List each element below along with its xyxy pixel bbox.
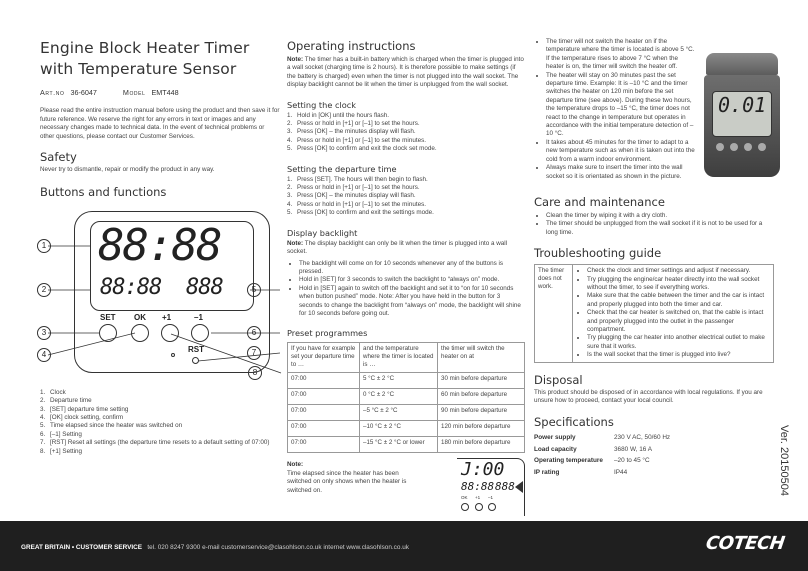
list-item: 4. Press or hold in [+1] or [–1] to set the minutes. — [287, 136, 426, 144]
elapsed-note-block — [287, 461, 525, 521]
plus-label: +1 — [162, 312, 172, 322]
footer-details: tel. 020 8247 9300 e-mail customerservice@clasohlson.co.uk internet www.clasohlson.co.uk — [147, 544, 409, 551]
table-header-row — [288, 343, 525, 373]
device-lid — [706, 53, 778, 75]
list-item: • Hold in [SET] again to switch off the backlight and set it to “on for 10 seconds when button pushed” mode. Note: After you have held in the button for 3 seconds to change the backlight from “always on” mode, the backlight will shine for 10 seconds before going out. — [299, 285, 525, 319]
mini-minus-label: –1 — [488, 495, 494, 501]
list-item: • Is the wall socket that the timer is plugged into live? — [587, 351, 770, 359]
table-header: If you have for example set your departure time to … — [288, 343, 360, 373]
device-button — [758, 143, 766, 151]
table-header: and the temperature where the timer is located is … — [360, 343, 438, 373]
list-item: 3. Press [OK] – the minutes display will flash. — [287, 192, 416, 200]
model: EMT448 — [151, 88, 179, 97]
safety-heading: Safety — [40, 150, 77, 165]
mini-departure-display: 88:88 — [461, 480, 495, 494]
list-item: 6. [–1] Setting — [40, 430, 82, 438]
preset-table — [287, 342, 525, 453]
list-item: • The timer will not switch the heater on if the temperature where the timer is located is above 5 °C. If the temperature rises to above 7 °C when the heater is on, the timer will switch the heater off. — [546, 38, 696, 72]
mini-timer-diagram — [457, 458, 525, 516]
problem-cell: The timer does not work. — [535, 265, 573, 362]
list-item: 5. Press [OK] to confirm and exit the clock set mode. — [287, 145, 437, 153]
list-item: 4. [OK] clock setting, confirm — [40, 414, 124, 421]
spec-row: IP rating IP44 — [534, 468, 628, 476]
timer-behaviour-list — [534, 38, 696, 181]
device-button — [730, 143, 738, 151]
list-item: 3. [SET] departure time setting — [40, 405, 129, 413]
callout-3: 3 — [37, 326, 51, 340]
solutions-cell — [573, 265, 774, 362]
brand-logo: COTECH — [704, 533, 786, 554]
spec-row: Operating temperature –20 to 45 °C — [534, 457, 650, 465]
buttons-heading: Buttons and functions — [40, 184, 167, 199]
clock-heading: Setting the clock — [287, 99, 356, 110]
callout-7: 7 — [247, 346, 261, 360]
art-no: 36-6047 — [70, 88, 97, 97]
list-item: 4. Press or hold in [+1] or [–1] to set the minutes. — [287, 200, 426, 208]
list-item: • The timer should be unplugged from the wall socket if it is not to be used for a long time. — [546, 220, 772, 237]
elapsed-note: Note: Time elapsed since the heater has been switched on only shows when the heater is switched on. — [287, 461, 407, 494]
footer-bar — [0, 521, 808, 571]
list-item: • Try plugging the car heater into another electrical outlet to make sure that it works. — [587, 334, 770, 351]
list-item: • Check the clock and timer settings and adjust if necessary. — [587, 267, 770, 275]
right-column — [534, 0, 784, 478]
callout-lines — [0, 203, 240, 379]
table-row: 07:00 0 °C ± 2 °C 60 min before departure — [288, 389, 525, 405]
intro-text: Please read the entire instruction manual before using the product and then save it for future reference. We reserve the right for any errors in text or images and any necessary changes made to technical data. In the event of technical problems or other questions, please contact our Customer Services. — [40, 107, 280, 140]
mini-plus-button — [475, 503, 483, 511]
safety-text: Never try to dismantle, repair or modify the product in any way. — [40, 166, 215, 174]
mini-elapsed-display: 888 — [495, 480, 515, 494]
middle-column — [287, 0, 525, 521]
version-label: Ver. 20150504 — [778, 425, 790, 496]
departure-steps — [287, 176, 525, 218]
departure-heading: Setting the departure time — [287, 163, 397, 174]
list-item: 1. Clock — [40, 388, 66, 396]
table-row: 07:00 –5 °C ± 2 °C 90 min before departure — [288, 405, 525, 421]
list-item: 7. [RST] Reset all settings (the departure time resets to a default setting of 07:00) — [40, 439, 270, 447]
list-item: 2. Departure time — [40, 397, 92, 405]
device-display: 0.01 — [718, 93, 767, 117]
troubleshooting-table — [534, 264, 774, 362]
list-item: • The heater will stay on 30 minutes past the set departure time. Example: It is –10 °C and the timer switches the heater on 120 min before the set departure time (see above). During these two hours, the temperature drops to –15 °C, the timer does not react to the change in temperature but operates in accordance with the initial temperature detection of –10 °C. — [546, 72, 696, 139]
table-row: 07:00 –15 °C ± 2 °C or lower 180 min before departure — [288, 437, 525, 453]
footer-label: GREAT BRITAIN • CUSTOMER SERVICE — [21, 544, 143, 551]
elapsed-arrow-icon — [515, 481, 523, 493]
list-item: 1. Hold in [OK] until the hours flash. — [287, 111, 390, 119]
specifications-list — [534, 432, 784, 478]
mini-minus-button — [488, 503, 496, 511]
spec-row: Load capacity 3680 W, 16 A — [534, 445, 653, 453]
product-photo — [704, 53, 780, 179]
list-item: 8. [+1] Setting — [40, 447, 83, 455]
mini-ok-label: OK — [461, 495, 468, 501]
list-item: 2. Press or hold in [+1] or [–1] to set the hours. — [287, 184, 420, 192]
set-label: SET — [100, 312, 116, 322]
table-row — [535, 265, 774, 362]
spec-row: Power supply 230 V AC, 50/60 Hz — [534, 434, 671, 442]
table-header: the timer will switch the heater on at — [438, 343, 525, 373]
callout-8: 8 — [248, 366, 262, 380]
callout-5: 5 — [247, 283, 261, 297]
preset-heading: Preset programmes — [287, 328, 368, 339]
list-item: 3. Press [OK] – the minutes display will flash. — [287, 128, 416, 136]
disposal-text: This product should be disposed of in accordance with local regulations. If you are unsure how to proceed, contact your local council. — [534, 388, 763, 404]
document-title: Engine Block Heater Timer with Temperature Sensor — [40, 39, 250, 78]
list-item: • Try plugging the engine/car heater directly into the wall socket without the timer, to see if everything works. — [587, 276, 770, 293]
troubleshooting-heading: Troubleshooting guide — [534, 246, 662, 261]
list-item: • Make sure that the cable between the timer and the car is intact and properly plugged into both the timer and car. — [587, 292, 770, 309]
table-row: 07:00 –10 °C ± 2 °C 120 min before departure — [288, 421, 525, 437]
minus-label: –1 — [194, 312, 203, 322]
list-item: 5. Time elapsed since the heater was switched on — [40, 422, 183, 430]
operating-heading: Operating instructions — [287, 39, 416, 53]
disposal-heading: Disposal — [534, 372, 583, 387]
list-item: • The backlight will come on for 10 seconds whenever any of the buttons is pressed. — [299, 260, 525, 277]
clock-display: 88:88 — [98, 219, 221, 271]
table-row: 07:00 5 °C ± 2 °C 30 min before departure — [288, 373, 525, 389]
backlight-note: Note: The display backlight can only be lit when the timer is plugged into a wall socket. — [287, 239, 508, 256]
list-item: • Always make sure to insert the timer into the wall socket so it is orientated as shown in the picture. — [546, 164, 696, 181]
mini-ok-button — [461, 503, 469, 511]
care-list — [534, 212, 772, 237]
callout-6: 6 — [247, 326, 261, 340]
clock-steps — [287, 112, 525, 154]
backlight-heading: Display backlight — [287, 227, 358, 238]
operating-note: Note: The timer has a built-in battery which is charged when the timer is plugged into a wall socket (charging time is 2 hours). It is therefore possible to make settings (if the battery is charged) even when the timer is not plugged into the wall socket. The display backlight cannot be lit when the timer is unplugged from the wall socket. — [287, 56, 524, 89]
model-label: Model — [122, 88, 146, 97]
callout-1: 1 — [37, 239, 51, 253]
list-item: • Clean the timer by wiping it with a dry cloth. — [546, 212, 772, 220]
timer-diagram — [40, 203, 280, 379]
buttons-list — [40, 389, 280, 456]
ok-label: OK — [134, 312, 146, 322]
art-no-label: Art.no — [40, 88, 65, 97]
mini-clock-display: J:00 — [461, 459, 505, 481]
care-heading: Care and maintenance — [534, 194, 665, 209]
device-button — [744, 143, 752, 151]
footer-contact — [21, 544, 409, 551]
callout-2: 2 — [37, 283, 51, 297]
article-line — [40, 88, 280, 97]
specifications-heading: Specifications — [534, 415, 614, 430]
departure-display: 88:88 — [100, 274, 162, 300]
list-item: • It takes about 45 minutes for the timer to adapt to a new temperature such as when it is taken out into the cold from a warm indoor environment. — [546, 139, 696, 164]
list-item: 2. Press or hold in [+1] or [–1] to set the hours. — [287, 120, 420, 128]
list-item: • Hold in [SET] for 3 seconds to switch the backlight to “always on” mode. — [299, 276, 525, 284]
elapsed-display: 888 — [186, 274, 223, 300]
mini-plus-label: +1 — [475, 495, 481, 501]
list-item: • Check that the car heater is switched on, that the cable is intact and properly plugged into the outlet in the passenger compartment. — [587, 309, 770, 334]
list-item: 1. Press [SET]. The hours will then begin to flash. — [287, 175, 428, 183]
callout-4: 4 — [37, 348, 51, 362]
backlight-list — [287, 260, 525, 319]
list-item: 5. Press [OK] to confirm and exit the settings mode. — [287, 209, 434, 217]
device-button — [716, 143, 724, 151]
rst-label: RST — [188, 344, 204, 354]
left-column — [40, 0, 280, 456]
